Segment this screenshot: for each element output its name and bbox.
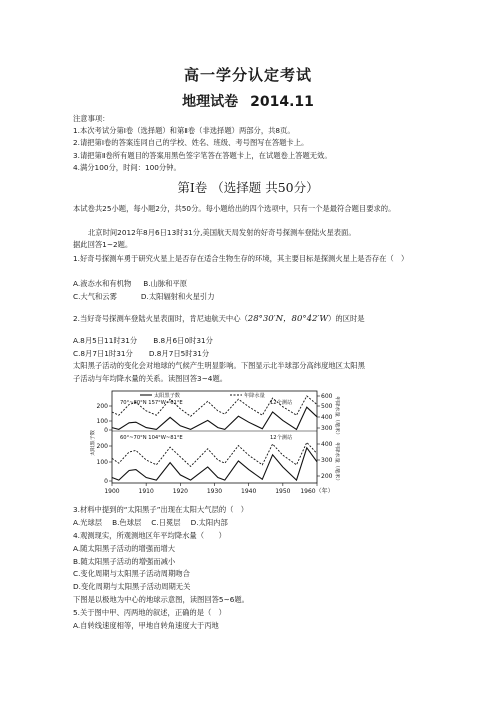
passage-3: 下图是以极地为中心的地球示意图，读图回答5~6题。: [73, 595, 249, 604]
left-tick-label: 100: [96, 459, 108, 466]
right-tick-label: 500: [321, 403, 333, 410]
note-item: 3.请把第Ⅱ卷所有题目的答案用黑色签字笔答在答题卡上，在试题卷上答题无效。: [73, 151, 332, 160]
question-1-stem: 1.好奇号探测车勇于研究火星上是否存在适合生物生存的环境，其主要目标是探测火星上是否存在（ ）: [73, 254, 409, 263]
section-title: 第Ⅰ卷 （选择题 共50分）: [177, 180, 319, 195]
legend-sunspot-label: 太阳黑子数: [154, 393, 180, 399]
series-sunspot-upper: [112, 407, 317, 429]
option-b: B.8月6日0时31分: [153, 336, 213, 345]
right-axis-ticks: [317, 393, 333, 480]
legend: [140, 391, 265, 399]
x-tick-label: 1920: [172, 488, 188, 495]
option-c: C.大气和云雾: [73, 292, 117, 301]
note-item: 2.请把第Ⅰ卷的答案连同自己的学校、姓名、班级、考号图写在答题卡上。: [73, 138, 309, 147]
left-tick-label: 0: [104, 478, 108, 485]
question-3-stem: 3.材料中提到的“太阳黑子”出现在太阳大气层的（ ）: [73, 505, 249, 514]
x-tick-label: 1930: [206, 488, 223, 495]
station-count-lower: 12个测站: [270, 435, 293, 441]
left-axis-ticks: [97, 403, 112, 485]
option-a: A.8月5日11时31分: [73, 336, 138, 345]
option-a: A.液态水和有机物: [73, 279, 132, 288]
passage-2: 太阳黑子活动的变化会对地球的气候产生明显影响。下图显示北半球部分高纬度地区太阳黑: [73, 361, 365, 370]
option-b: B.山脉和平原: [143, 279, 188, 288]
right-tick-label: 600: [321, 393, 333, 400]
question-2-options: [73, 336, 431, 346]
right-tick-label: 300: [321, 425, 333, 432]
option-b: B.色球层: [112, 518, 142, 527]
option-d: D.8月7日5时31分: [148, 349, 210, 358]
coordinates: 28°30′N，80°42′W: [247, 314, 329, 324]
left-axis-label: 太阳黑子数: [90, 430, 96, 456]
x-tick-label: 1950: [275, 488, 291, 495]
question-1-options-2: [73, 292, 431, 302]
region-label-upper: 70°~80°N 157°W~61°E: [120, 400, 183, 406]
right-axis-label-lower: 年降水量（毫米）: [334, 442, 340, 484]
question-4-option-b: B.随太阳黑子活动的增强而减小: [73, 557, 176, 566]
option-c: C.8月7日1时31分: [73, 349, 133, 358]
question-5-option-a: A.自转线速度相等，甲地自转角速度大于丙地: [73, 621, 219, 630]
option-d: D.太阳辐射和火星引力: [140, 292, 215, 301]
question-2-options-2: [73, 349, 431, 359]
question-2-stem: 2.当好奇号探测车登陆火星表面时，肯尼迪航天中心（28°30′N，80°42′W）的区时是: [73, 314, 365, 324]
question-4-stem: 4.观测现实，所观测地区年平均降水量（ ）: [73, 531, 226, 540]
option-c: C.日冕层: [151, 518, 181, 527]
station-count-upper: 12个测站: [270, 400, 293, 406]
question-4-option-a: A.随太阳黑子活动的增强而增大: [73, 544, 176, 553]
section-intro: 本试卷共25小题，每小题2分，共50分。每小题给出的四个选项中，只有一个是最符合题目要求的。: [73, 204, 396, 213]
right-tick-label: 200: [321, 473, 333, 480]
right-tick-label: 300: [321, 457, 333, 464]
left-tick-label: 200: [96, 403, 108, 410]
question-5-stem: 5.关于图中甲、丙两地的叙述，正确的是（ ）: [73, 608, 226, 617]
passage-1: 北京时间2012年8月6日13时31分,美国航天局发射的好奇号探测车登陆火星表面。: [88, 228, 356, 237]
left-tick-label: 200: [96, 443, 108, 450]
right-tick-label: 400: [321, 441, 333, 448]
x-tick-label: 1960（年）: [300, 488, 334, 495]
exam-date: 2014.11: [250, 94, 314, 110]
note-item: 1.本次考试分第Ⅰ卷（选择题）和第Ⅱ卷（非选择题）两部分，共8页。: [73, 126, 295, 135]
x-tick-label: 1910: [138, 488, 154, 495]
question-4-option-d: D.变化周期与太阳黑子活动周期无关: [73, 582, 191, 591]
option-d: D.太阳内部: [190, 518, 228, 527]
subject-label: 地理试卷: [182, 94, 239, 110]
series-sunspot-lower: [112, 448, 317, 480]
exam-title: 高一学分认定考试: [183, 66, 312, 84]
series-precip-lower: [112, 442, 317, 466]
note-item: 4.满分100分，时间：100分钟。: [73, 163, 181, 172]
option-a: A.光球层: [73, 518, 103, 527]
right-tick-label: 400: [321, 414, 333, 421]
question-3-options: [73, 518, 431, 528]
passage-2-prompt: 子活动与年均降水量的关系。读图回答3~4题。: [73, 374, 228, 383]
left-tick-label: 0: [104, 427, 108, 434]
passage-1-prompt: 据此回答1~2题。: [73, 240, 133, 249]
legend-precip-label: 年降水量: [244, 393, 265, 399]
notes-heading: 注意事项：: [73, 114, 110, 123]
x-tick-label: 1900: [104, 488, 120, 495]
question-1-options: [73, 279, 431, 289]
right-axis-label-upper: 年降水量（毫米）: [334, 396, 340, 438]
x-tick-label: 1940: [241, 488, 257, 495]
exam-subtitle: [0, 91, 496, 111]
region-label-lower: 60°~70°N 104°W~81°E: [120, 435, 183, 441]
left-tick-label: 100: [96, 418, 108, 425]
x-axis-ticks: [104, 483, 333, 495]
sunspot-precipitation-chart: [90, 386, 340, 498]
question-4-option-c: C.变化周期与太阳黑子活动周期吻合: [73, 569, 190, 578]
